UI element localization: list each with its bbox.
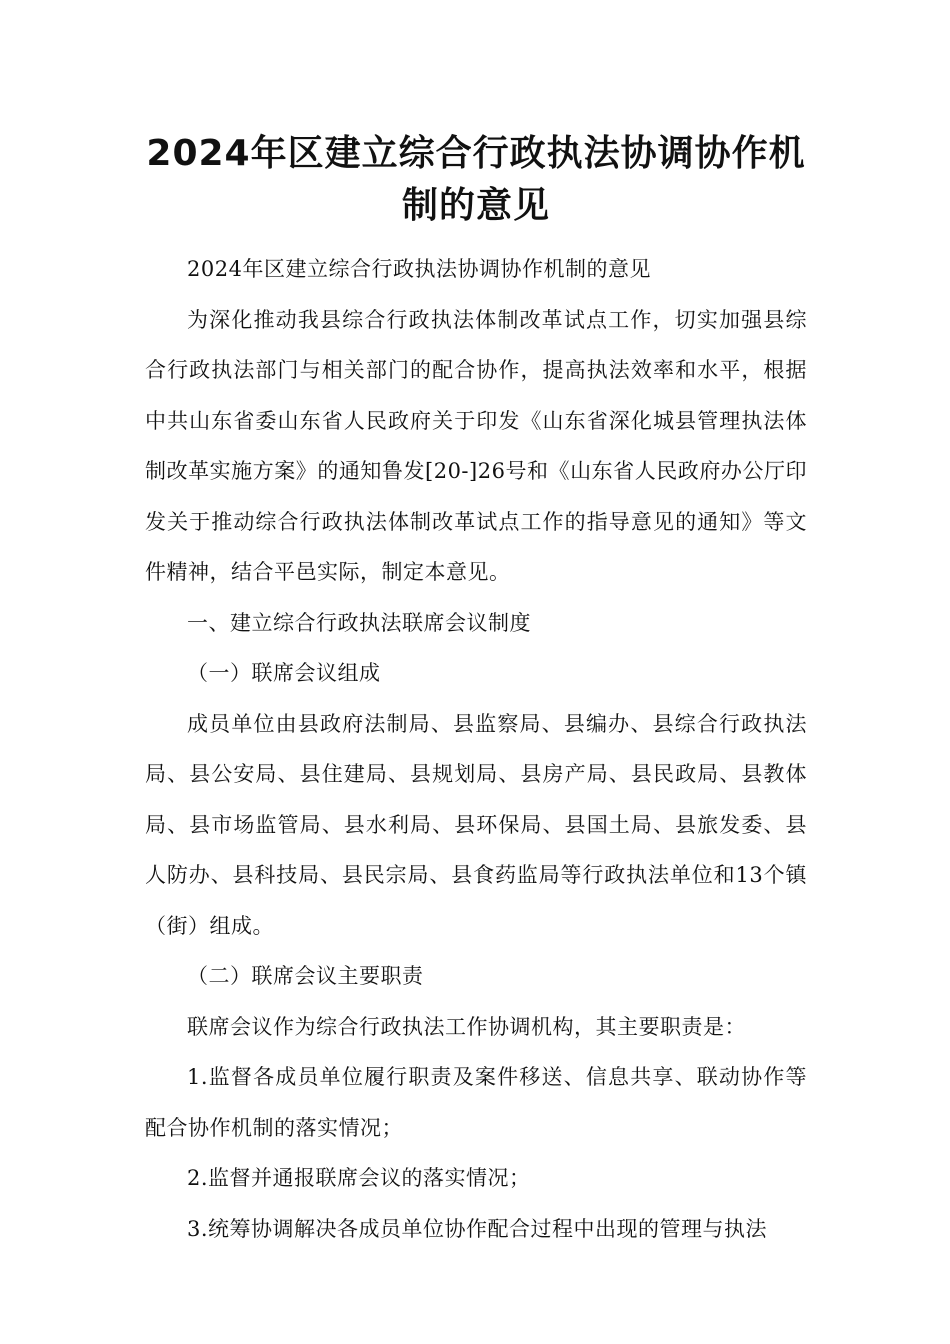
list-item-duty-1: 1.监督各成员单位履行职责及案件移送、信息共享、联动协作等配合协作机制的落实情况； [145,1065,807,1140]
paragraph-intro: 为深化推动我县综合行政执法体制改革试点工作，切实加强县综合行政执法部门与相关部门的配合协作，提高执法效率和水平，根据中共山东省委山东省人民政府关于印发《山东省深化城县管理执法体制改革实施方案》的通知鲁发[20-]26号和《山东省人民政府办公厅印发关于推动综合行政执法体制改革试点工作的指导意见的通知》等文件精神，结合平邑实际，制定本意见。 [145,307,807,584]
list-item-duty-3: 3.统筹协调解决各成员单位协作配合过程中出现的管理与执法 [187,1216,768,1241]
section-heading-1: 一、建立综合行政执法联席会议制度 [187,610,531,635]
subsection-heading-1: （一）联席会议组成 [187,661,381,685]
paragraph-subtitle: 2024年区建立综合行政执法协调协作机制的意见 [187,257,651,281]
list-item-duty-2: 2.监督并通报联席会议的落实情况； [187,1166,531,1190]
paragraph-duties-intro: 联席会议作为综合行政执法工作协调机构，其主要职责是： [187,1014,746,1039]
subsection-heading-2: （二）联席会议主要职责 [187,964,424,988]
document-title: 2024年区建立综合行政执法协调协作机制的意见 [146,133,806,226]
document-page [145,128,807,1254]
paragraph-members: 成员单位由县政府法制局、县监察局、县编办、县综合行政执法局、县公安局、县住建局、县规划局、县房产局、县民政局、县教体局、县市场监管局、县水利局、县环保局、县国土局、县旅发委、县人防办、县科技局、县民宗局、县食药监局等行政执法单位和13个镇（街）组成。 [145,711,807,938]
